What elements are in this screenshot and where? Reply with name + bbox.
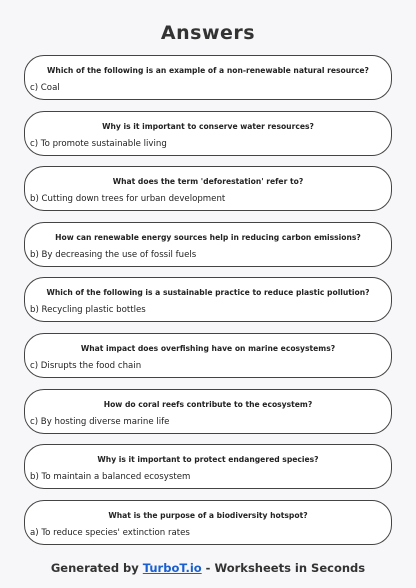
answer-text: c) To promote sustainable living xyxy=(30,138,167,149)
turbot-link[interactable]: TurboT.io xyxy=(142,561,202,575)
answer-card xyxy=(24,111,392,156)
footer-suffix: - Worksheets in Seconds xyxy=(201,561,366,575)
question-text: How do coral reefs contribute to the ecosystem? xyxy=(103,399,313,409)
question-text: What does the term 'deforestation' refer to? xyxy=(112,177,304,187)
answer-text: b) To maintain a balanced ecosystem xyxy=(30,472,191,483)
answer-text: b) Cutting down trees for urban development xyxy=(30,194,226,205)
answer-text: b) Recycling plastic bottles xyxy=(30,305,146,316)
question-text: Which of the following is an example of a non-renewable natural resource? xyxy=(47,66,369,75)
answer-text: a) To reduce species' extinction rates xyxy=(30,527,190,538)
answer-card xyxy=(24,333,392,378)
answer-text: c) Disrupts the food chain xyxy=(30,360,142,371)
page-title: Answers xyxy=(160,22,256,44)
question-text: Why is it important to protect endangered species? xyxy=(97,455,319,465)
footer-prefix: Generated by xyxy=(50,561,143,575)
answer-card xyxy=(24,55,392,100)
answer-card xyxy=(24,389,392,434)
answer-text: b) By decreasing the use of fossil fuels xyxy=(30,249,197,260)
question-text: Which of the following is a sustainable practice to reduce plastic pollution? xyxy=(46,288,370,298)
answer-list xyxy=(24,55,392,555)
answer-card xyxy=(24,500,392,545)
answer-card xyxy=(24,444,392,489)
question-text: Why is it important to conserve water resources? xyxy=(102,121,314,131)
answer-card xyxy=(24,222,392,267)
answer-card xyxy=(24,166,392,211)
answer-text: c) By hosting diverse marine life xyxy=(30,416,170,427)
question-text: What impact does overfishing have on marine ecosystems? xyxy=(80,343,336,353)
answer-card xyxy=(24,277,392,322)
answer-text: c) Coal xyxy=(30,83,60,93)
question-text: What is the purpose of a biodiversity hotspot? xyxy=(108,510,308,520)
footer xyxy=(0,561,416,575)
question-text: How can renewable energy sources help in reducing carbon emissions? xyxy=(55,232,361,242)
